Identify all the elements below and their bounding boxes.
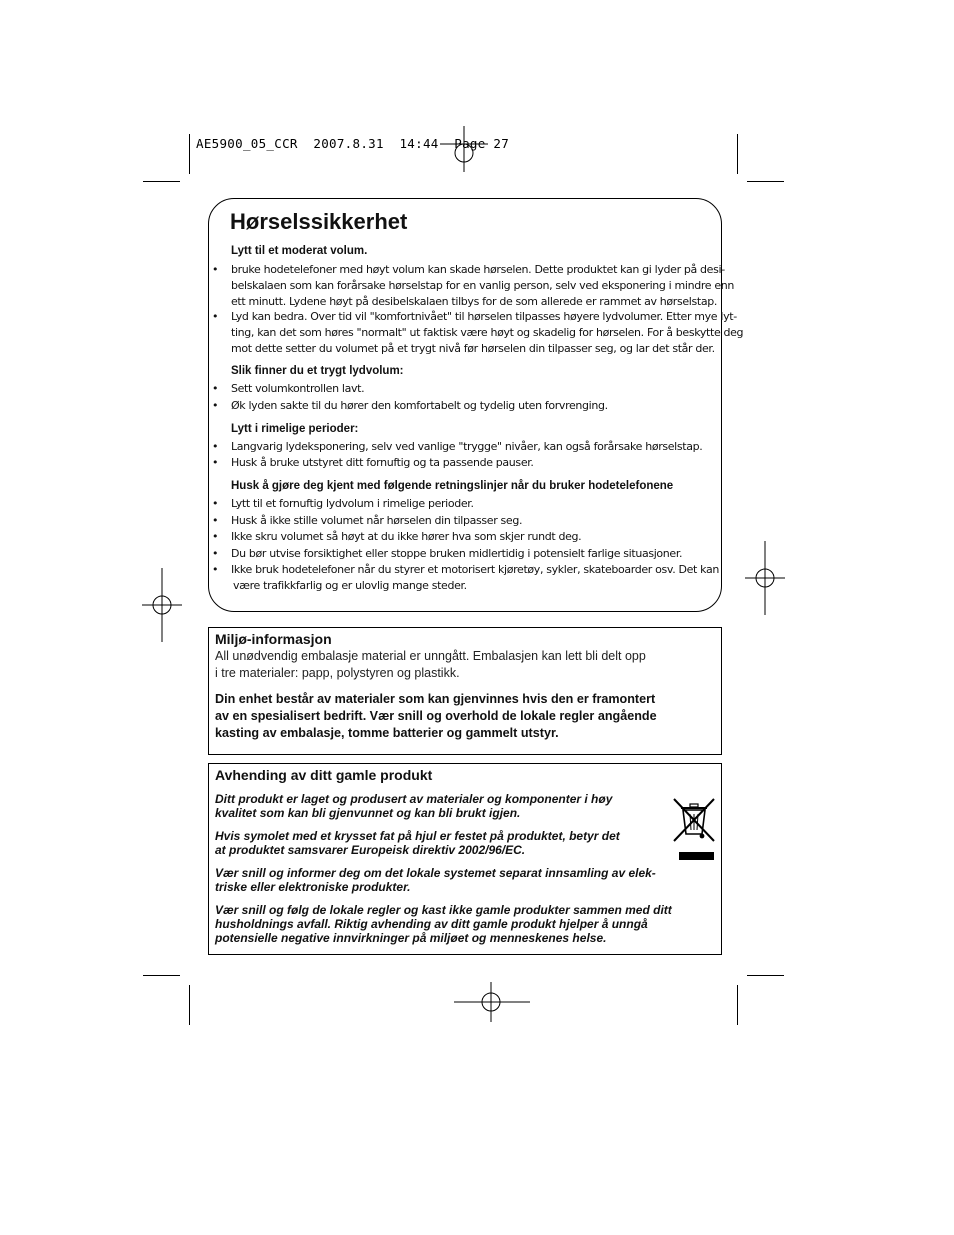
section-heading: Slik finner du et trygt lydvolum: <box>231 365 404 377</box>
disposal-title: Avhending av ditt gamle produkt <box>215 767 433 783</box>
page-title: Hørselssikkerhet <box>230 209 408 234</box>
registration-mark-bottom <box>454 982 530 1022</box>
crop-mark <box>747 975 784 976</box>
section-heading: Lytt i rimelige perioder: <box>231 423 359 435</box>
disposal-paragraph: Vær snill og informer deg om det lokale systemet separat innsamling av elek- triske eller elektroniske produkter. <box>215 866 656 894</box>
disposal-paragraph: Vær snill og følg de lokale regler og kast ikke gamle produkter sammen med ditt husholdnings avfall. Riktig avhending av ditt gamle produkt hjelper å unngå potensielle negative innvirkninger på miljøet og menneskenes helse. <box>215 903 672 945</box>
crop-mark <box>737 985 738 1025</box>
crossed-out-wheelie-bin-icon <box>672 796 716 862</box>
crop-mark <box>189 985 190 1025</box>
environment-bold-text: Din enhet består av materialer som kan gjenvinnes hvis den er framontert av en spesialisert bedrift. Vær snill og overhold de lokale regler angående kasting av embalasje, tomme batterier og gammelt utstyr. <box>215 692 657 740</box>
print-slug: AE5900_05_CCR 2007.8.31 14:44 Page 27 <box>196 136 510 151</box>
crop-mark <box>747 181 784 182</box>
environment-title: Miljø-informasjon <box>215 631 332 647</box>
disposal-paragraph: Ditt produkt er laget og produsert av materialer og komponenter i høy kvalitet som kan bli gjenvunnet og kan bli brukt igjen. <box>215 792 613 820</box>
registration-mark-right <box>745 541 785 615</box>
environment-text: All unødvendig embalasje material er unngått. Embalasjen kan lett bli delt opp i tre materialer: papp, polystyren og plastikk. <box>215 649 646 680</box>
crop-mark <box>189 134 190 174</box>
crop-mark <box>143 181 180 182</box>
disposal-paragraph: Hvis symolet med et krysset fat på hjul er festet på produktet, betyr det at produktet samsvarer Europeisk direktiv 2002/96/EC. <box>215 829 620 857</box>
crop-mark <box>737 134 738 174</box>
crop-mark <box>143 975 180 976</box>
registration-mark-left <box>142 568 182 642</box>
section-heading: Lytt til et moderat volum. <box>231 245 368 257</box>
section-heading: Husk å gjøre deg kjent med følgende retningslinjer når du bruker hodetelefonene <box>231 480 674 492</box>
